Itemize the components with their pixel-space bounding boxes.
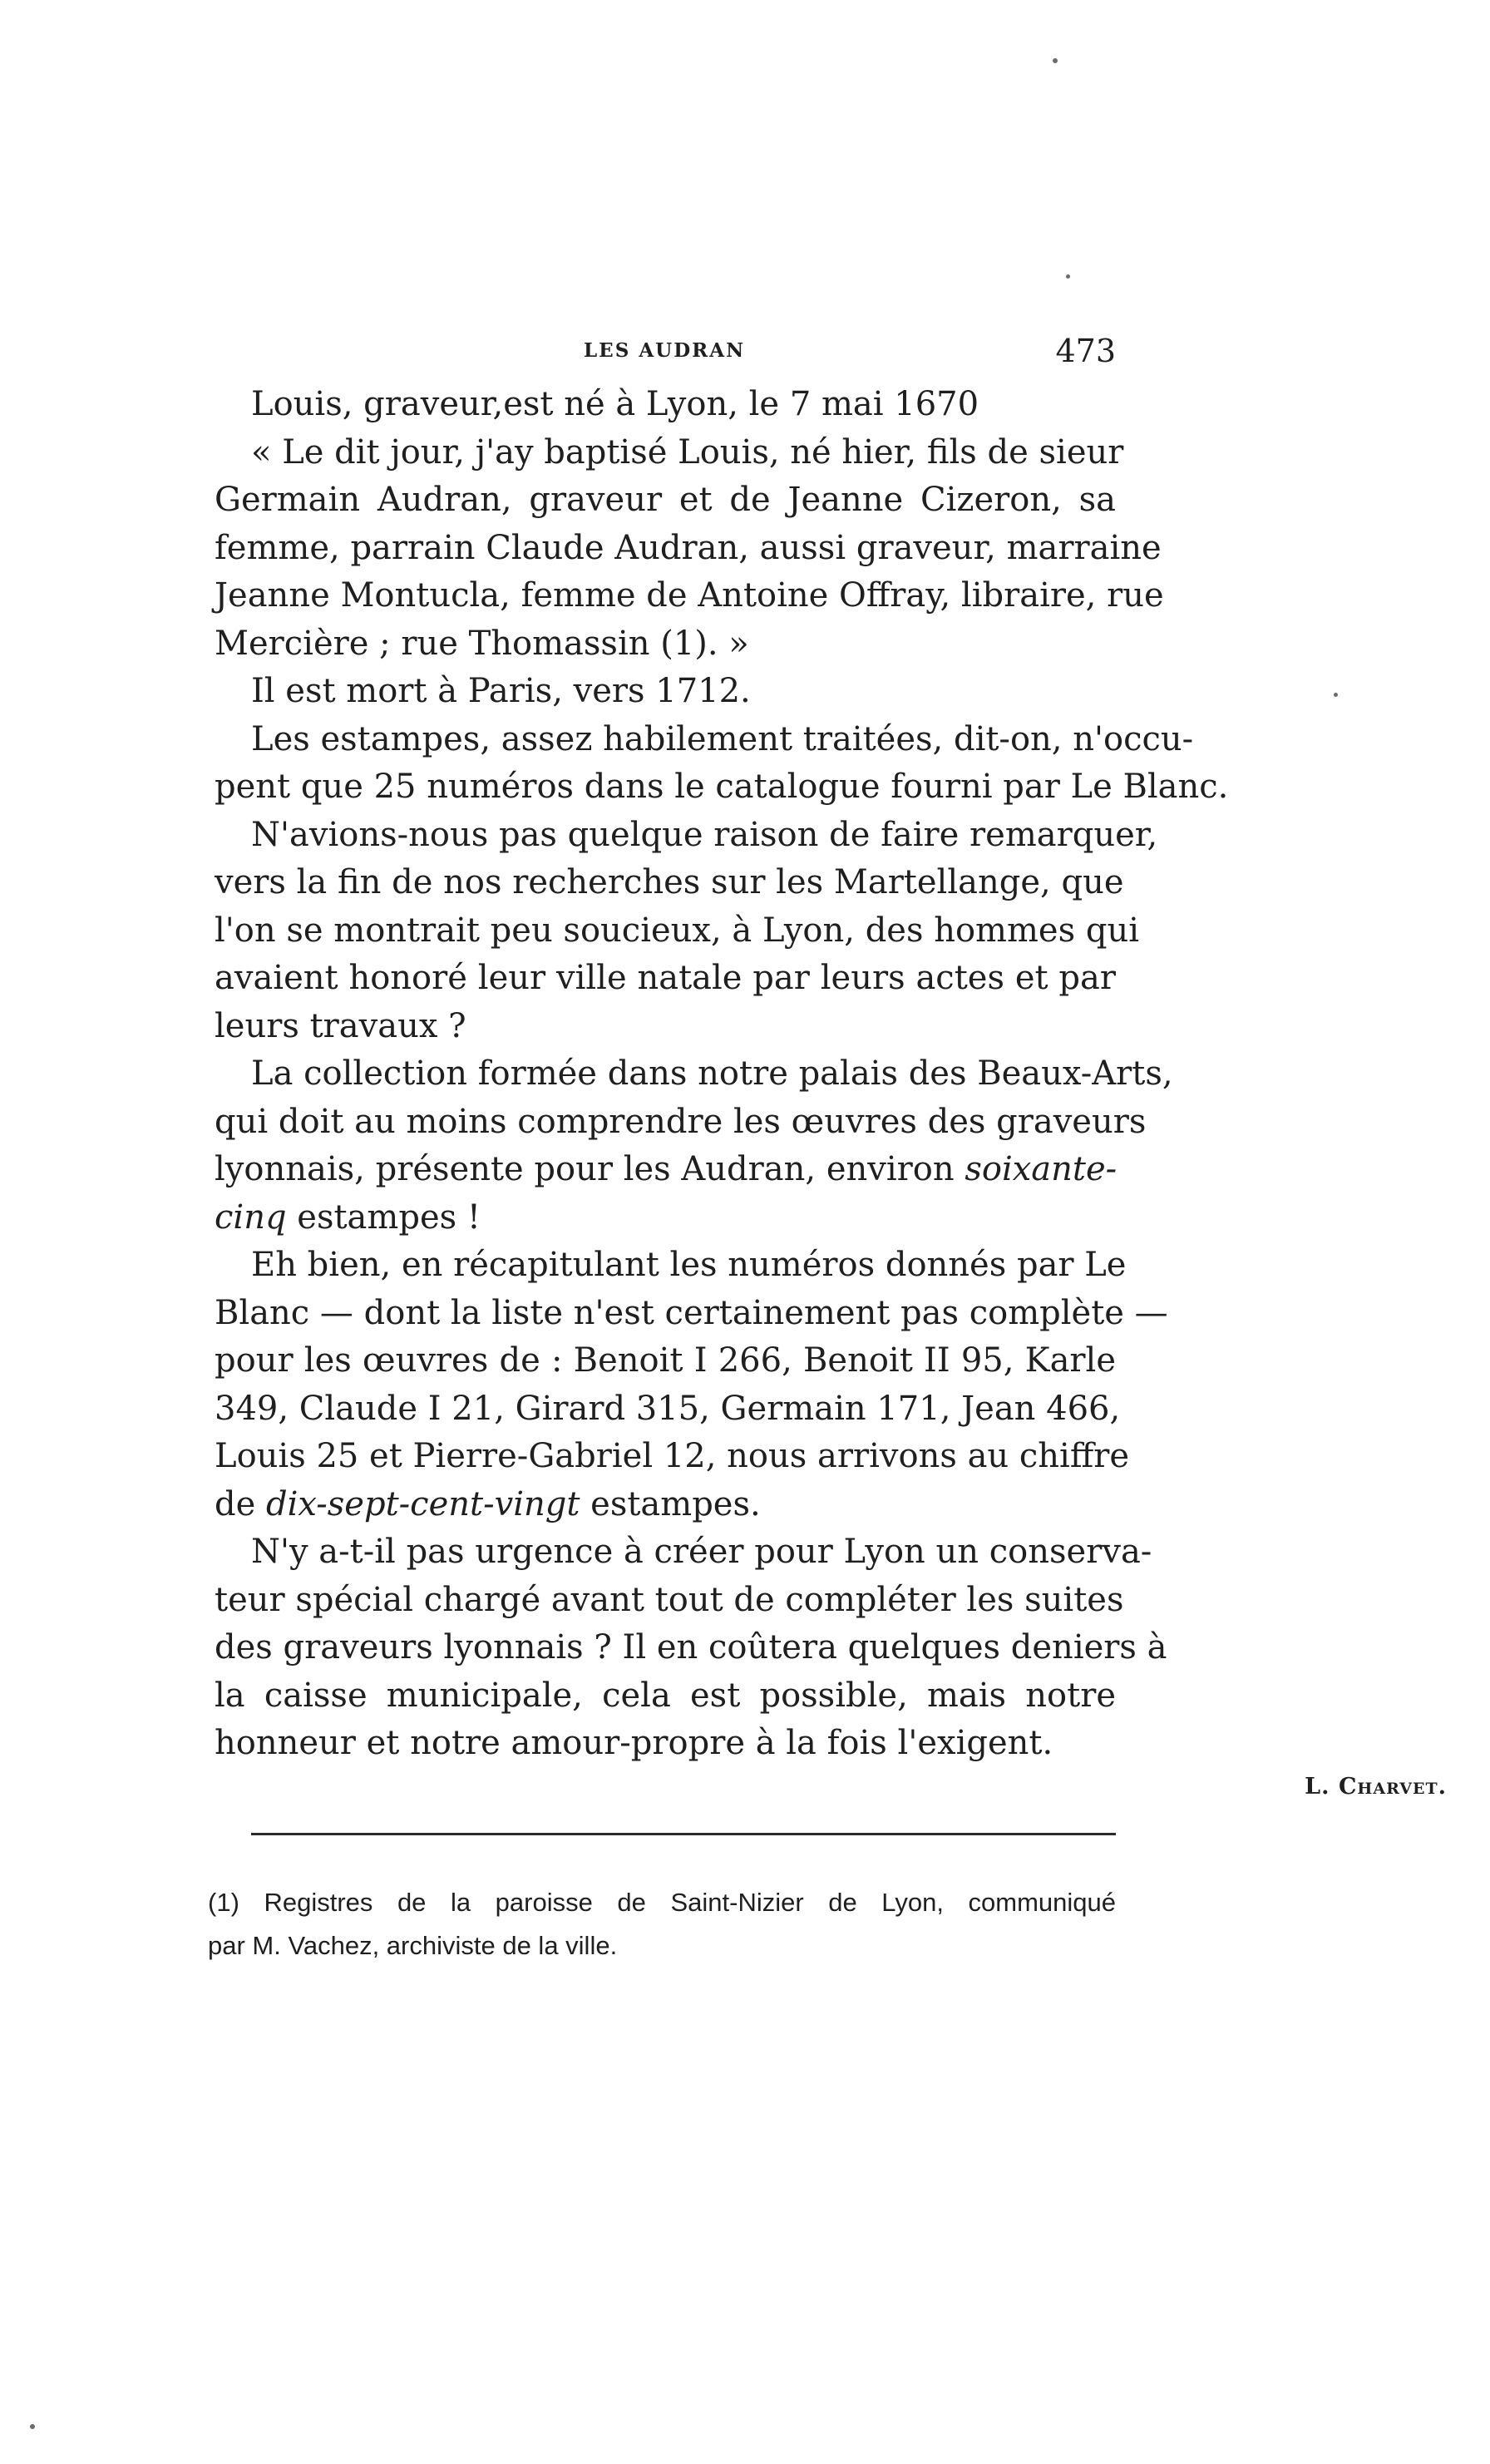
print-speck (1066, 274, 1070, 279)
text-line: honneur et notre amour-propre à la fois l'exigent. (215, 1724, 1053, 1762)
text-line: avaient honoré leur ville natale par leurs actes et par (215, 959, 1116, 997)
text-line: pent que 25 numéros dans le catalogue fourni par Le Blanc. (215, 768, 1229, 806)
text-line: teur spécial chargé avant tout de compléter les suites (215, 1580, 1124, 1619)
footnote (208, 1881, 1116, 1968)
text-line: N'avions-nous pas quelque raison de faire remarquer, (251, 815, 1158, 854)
page-header (215, 333, 1116, 374)
text-line: Germain Audran, graveur et de Jeanne Cizeron, sa (215, 481, 1116, 519)
text-line: Eh bien, en récapitulant les numéros donnés par Le (251, 1246, 1127, 1284)
footnote-line: (1) Registres de la paroisse de Saint-Nizier de Lyon, communiqué (208, 1888, 1116, 1917)
text-line: Mercière ; rue Thomassin (1). » (215, 624, 749, 663)
text-line: qui doit au moins comprendre les œuvres des graveurs (215, 1102, 1147, 1141)
italic-word: cinq (215, 1197, 287, 1237)
text-line: Jeanne Montucla, femme de Antoine Offray, libraire, rue (215, 576, 1164, 615)
italic-word: soixante- (965, 1150, 1118, 1188)
text-line: la caisse municipale, cela est possible, mais notre (215, 1676, 1116, 1715)
text-line: Il est mort à Paris, vers 1712. (251, 672, 751, 710)
text-run: estampes. (590, 1484, 761, 1523)
text-line: l'on se montrait peu soucieux, à Lyon, des hommes qui (215, 911, 1139, 950)
text-line: des graveurs lyonnais ? Il en coûtera quelques deniers à (215, 1628, 1167, 1667)
print-speck (1053, 58, 1058, 63)
text-run: de (215, 1484, 256, 1523)
text-line: Louis 25 et Pierre-Gabriel 12, nous arrivons au chiffre (215, 1437, 1130, 1475)
text-line: leurs travaux ? (215, 1006, 466, 1045)
footnote-divider (251, 1833, 1116, 1835)
author-signature: L. Charvet. (1305, 1774, 1447, 1800)
print-speck (30, 2424, 35, 2429)
text-line (215, 1146, 1116, 1194)
footnote-line: par M. Vachez, archiviste de la ville. (208, 1931, 618, 1960)
text-line: N'y a-t-il pas urgence à créer pour Lyon un conserva- (251, 1533, 1152, 1571)
text-line (215, 1194, 1116, 1242)
text-line: pour les œuvres de : Benoit I 266, Benoit II 95, Karle (215, 1341, 1116, 1380)
text-run: lyonnais, présente pour les Audran, environ (215, 1150, 955, 1188)
page-number: 473 (1055, 333, 1116, 369)
text-run: estampes ! (297, 1197, 481, 1237)
text-line: « Le dit jour, j'ay baptisé Louis, né hier, fils de sieur (251, 432, 1124, 472)
text-line: femme, parrain Claude Audran, aussi graveur, marraine (215, 528, 1162, 567)
text-line: Blanc — dont la liste n'est certainement pas complète — (215, 1293, 1168, 1332)
text-line: La collection formée dans notre palais des Beaux-Arts, (251, 1054, 1173, 1093)
running-head: LES AUDRAN (584, 339, 746, 362)
text-line: vers la fin de nos recherches sur les Martellange, que (215, 863, 1124, 901)
text-line: 349, Claude I 21, Girard 315, Germain 171, Jean 466, (215, 1389, 1121, 1428)
italic-word: dix-sept-cent-vingt (266, 1484, 580, 1523)
text-line: Louis, graveur,est né à Lyon, le 7 mai 1670 (251, 385, 979, 423)
text-line: Les estampes, assez habilement traitées, dit-on, n'occu- (251, 719, 1194, 758)
text-line (215, 1481, 1116, 1529)
body-text (215, 381, 1229, 1768)
print-speck (1334, 693, 1338, 697)
